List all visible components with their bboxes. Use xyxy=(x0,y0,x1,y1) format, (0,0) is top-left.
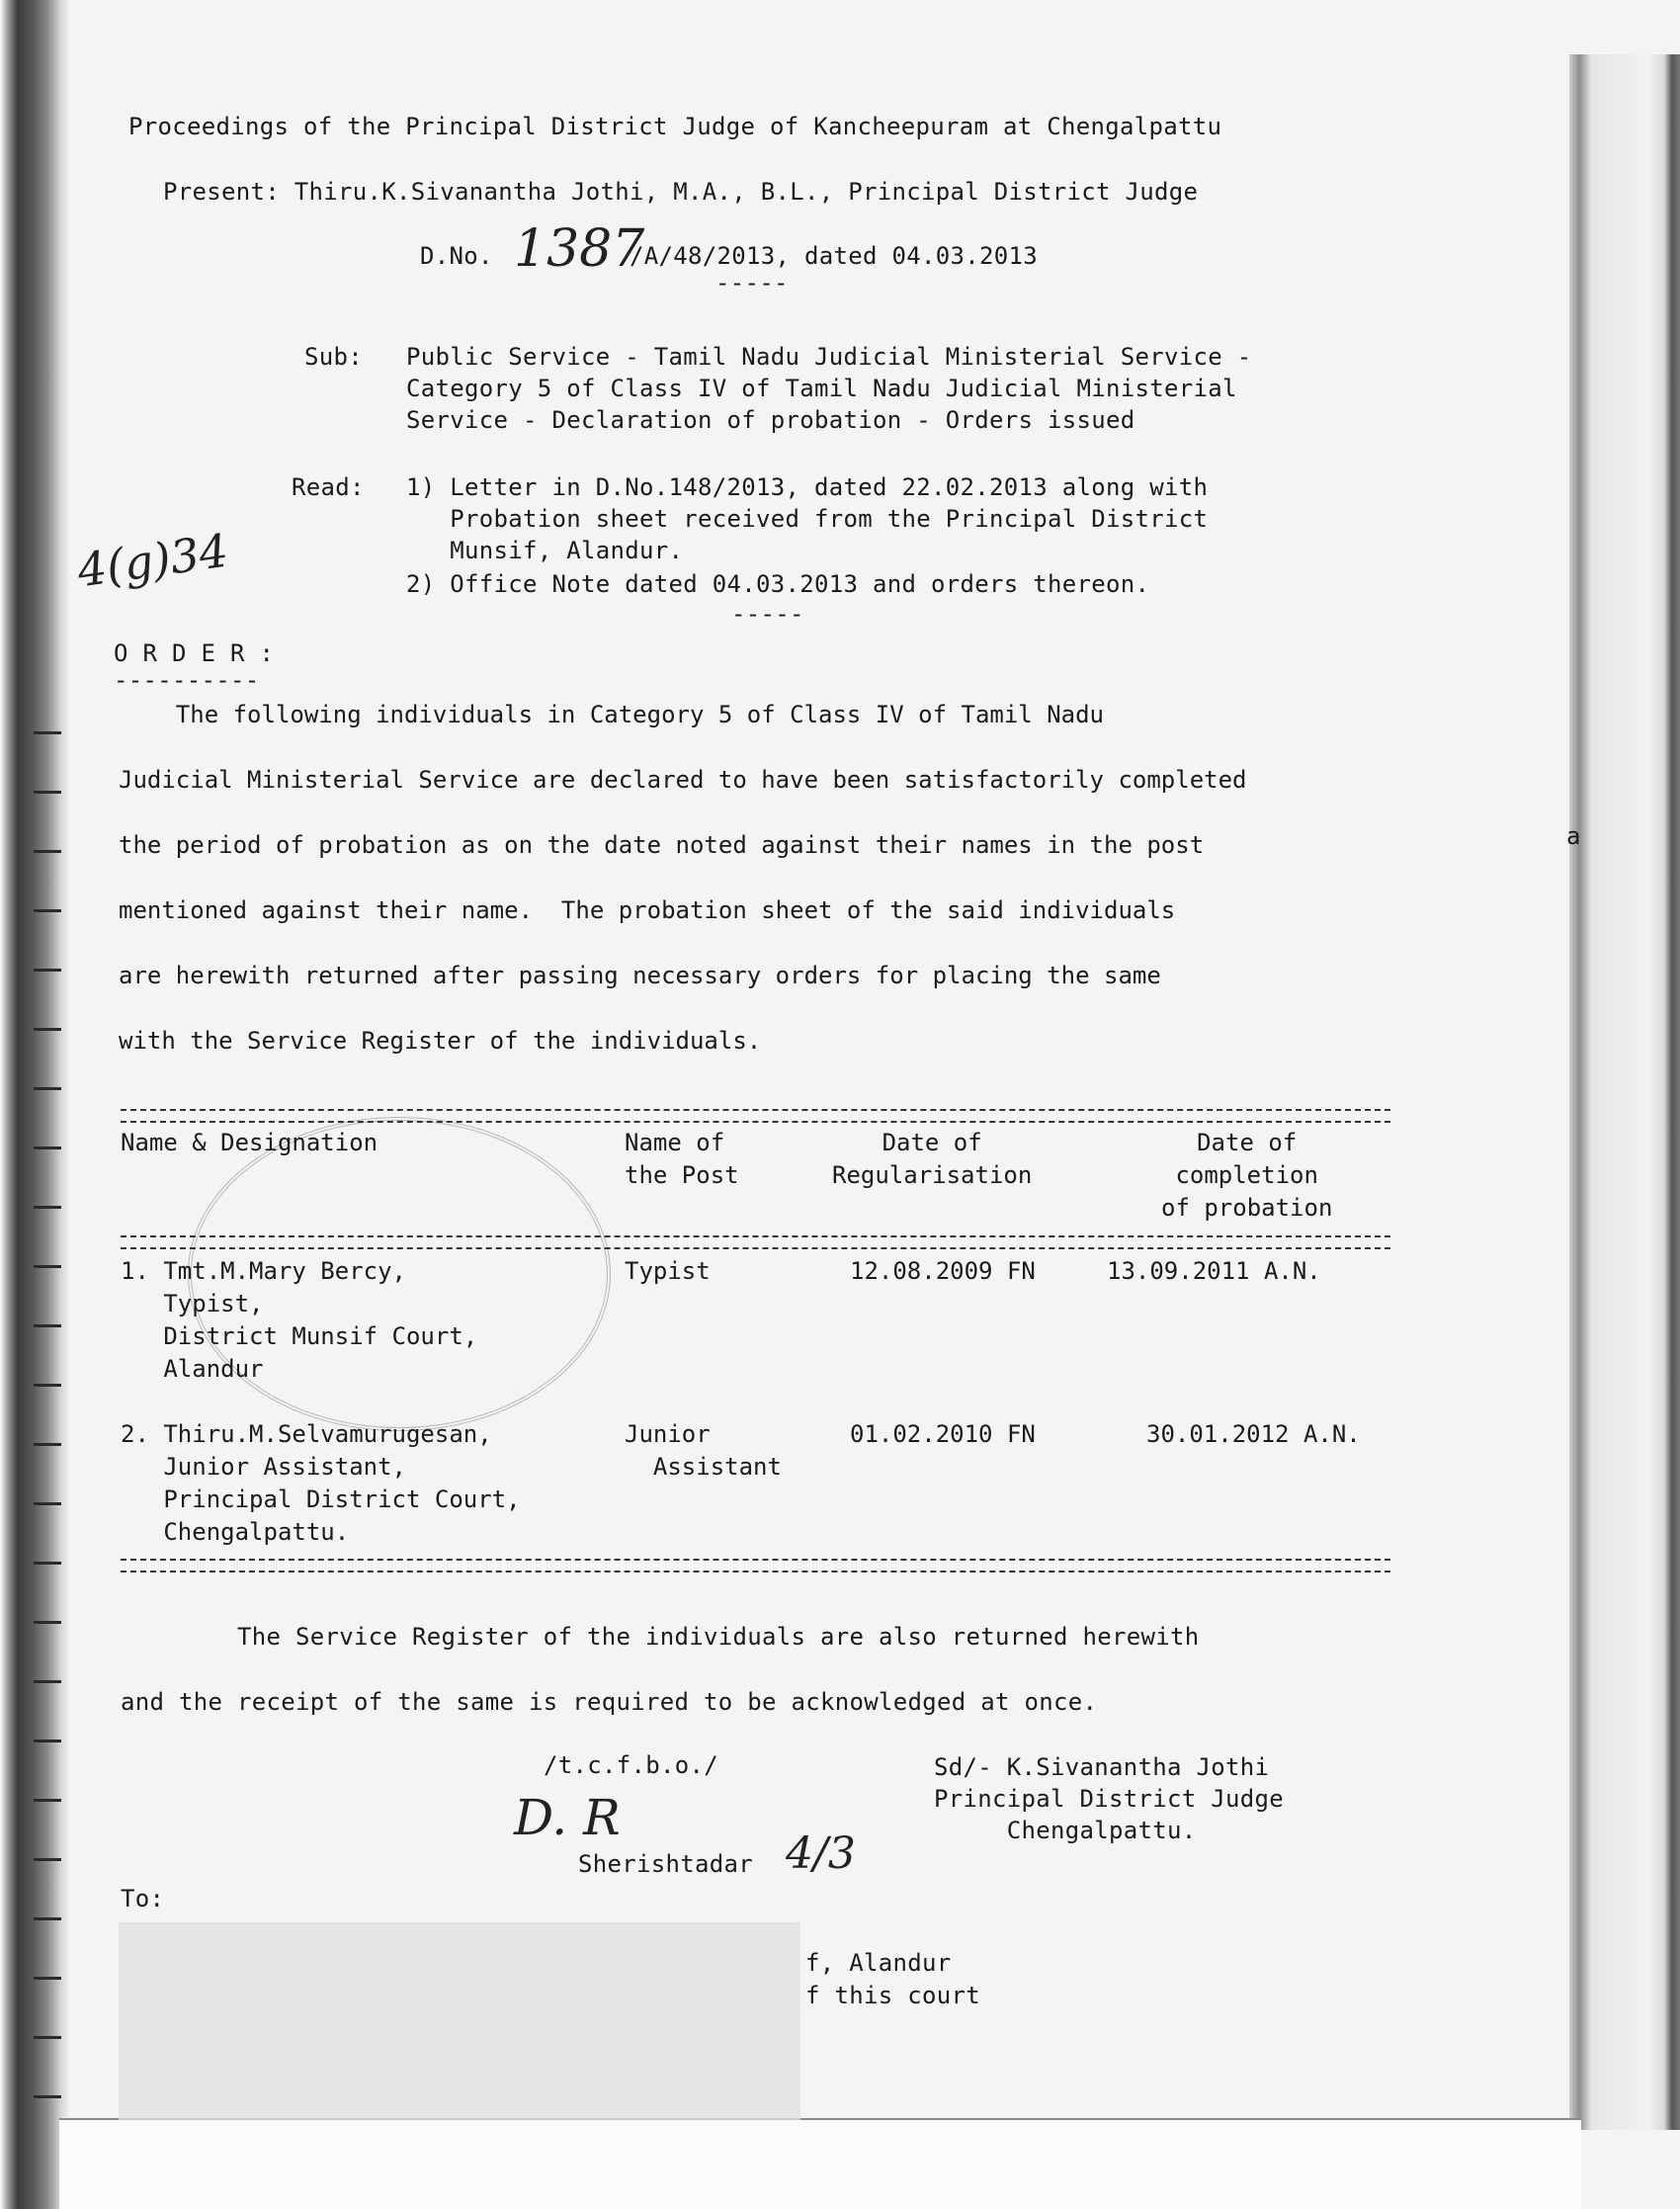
obscured-addressee-block xyxy=(119,1922,800,2120)
subject-label: Sub: xyxy=(304,343,363,371)
signature-line: Principal District Judge xyxy=(934,1785,1284,1813)
subject-line: Service - Declaration of probation - Orders issued xyxy=(406,406,1135,434)
table-header-name: Name & Designation xyxy=(121,1129,378,1156)
table-rule-bottom-2 xyxy=(121,1571,1390,1572)
order-line: the period of probation as on the date noted against their names in the post xyxy=(119,831,1205,859)
table-rule-header xyxy=(121,1235,1390,1237)
table-row-1-completion: 13.09.2011 A.N. xyxy=(1107,1257,1321,1285)
read-label: Read: xyxy=(292,473,365,501)
present-line: Present: Thiru.K.Sivanantha Jothi, M.A., B.L., Principal District Judge xyxy=(163,178,1199,206)
scan-right-edge xyxy=(1569,54,1680,2130)
to-fragment: f, Alandur xyxy=(805,1949,952,1977)
order-line: with the Service Register of the individuals. xyxy=(119,1027,762,1055)
table-row-1-name: 1. Tmt.M.Mary Bercy, Typist, District Munsif Court, Alandur xyxy=(121,1257,478,1383)
subject-line: Public Service - Tamil Nadu Judicial Ministerial Service - xyxy=(406,343,1252,371)
closing-line: The Service Register of the individuals are also returned herewith xyxy=(121,1623,1200,1651)
dno-handwritten-number: 1387 xyxy=(514,219,645,279)
to-label: To: xyxy=(121,1885,165,1912)
read-line: 1) Letter in D.No.148/2013, dated 22.02.2013 along with xyxy=(406,473,1209,501)
order-line: The following individuals in Category 5 of Class IV of Tamil Nadu xyxy=(119,701,1104,728)
scan-left-edge xyxy=(0,0,69,2209)
table-row-2-completion: 30.01.2012 A.N. xyxy=(1146,1420,1361,1448)
read-line: 2) Office Note dated 04.03.2013 and orders thereon. xyxy=(406,570,1150,598)
table-rule-top xyxy=(121,1109,1390,1111)
table-header-completion: Date of completion of probation xyxy=(1161,1129,1333,1222)
order-line: Judicial Ministerial Service are declared to have been satisfactorily completed xyxy=(119,766,1247,794)
signature-line: Chengalpattu. xyxy=(934,1817,1197,1844)
table-row-2-regularisation: 01.02.2010 FN xyxy=(850,1420,1036,1448)
table-row-1-post: Typist xyxy=(625,1257,711,1285)
table-header-post: Name of the Post xyxy=(625,1129,739,1189)
order-line: are herewith returned after passing necessary orders for placing the same xyxy=(119,962,1161,989)
tcfbo-note: /t.c.f.b.o./ xyxy=(544,1751,718,1779)
table-row-2-name: 2. Thiru.M.Selvamurugesan, Junior Assistant, Principal District Court, Chengalpattu. xyxy=(121,1420,521,1546)
right-margin-fragment: a xyxy=(1566,822,1581,850)
to-fragment: f this court xyxy=(805,1982,980,2009)
table-rule-top-2 xyxy=(121,1121,1390,1123)
read-line: Probation sheet received from the Principal District xyxy=(406,505,1209,533)
table-header-regularisation: Date of Regularisation xyxy=(832,1129,1033,1189)
dno-prefix: D.No. xyxy=(420,242,493,270)
read-line: Munsif, Alandur. xyxy=(406,537,684,564)
table-row-2-post: Junior Assistant xyxy=(625,1420,782,1481)
sherishtadar-label: Sherishtadar xyxy=(578,1850,753,1878)
order-heading: O R D E R : xyxy=(114,639,275,667)
margin-handwritten-note: 4(g)34 xyxy=(73,523,232,598)
order-heading-underline: ---------- xyxy=(114,666,260,694)
dno-suffix: /A/48/2013, dated 04.03.2013 xyxy=(630,242,1038,270)
order-paragraph xyxy=(119,699,1423,1090)
handwritten-initials: D. R xyxy=(514,1789,621,1846)
table-rule-bottom xyxy=(121,1559,1390,1561)
table-rule-header-2 xyxy=(121,1247,1390,1249)
table-row-1-regularisation: 12.08.2009 FN xyxy=(850,1257,1036,1285)
document-title: Proceedings of the Principal District Judge of Kancheepuram at Chengalpattu xyxy=(128,113,1222,140)
header-separator: ----- xyxy=(715,269,789,297)
order-line: mentioned against their name. The probation sheet of the said individuals xyxy=(119,896,1176,924)
signature-line: Sd/- K.Sivanantha Jothi xyxy=(934,1753,1270,1781)
scan-bottom-band xyxy=(59,2118,1581,2209)
subject-line: Category 5 of Class IV of Tamil Nadu Judicial Ministerial xyxy=(406,375,1237,402)
handwritten-date: 4/3 xyxy=(786,1828,856,1879)
read-separator: ----- xyxy=(731,600,804,628)
closing-line: and the receipt of the same is required to be acknowledged at once. xyxy=(121,1688,1098,1716)
